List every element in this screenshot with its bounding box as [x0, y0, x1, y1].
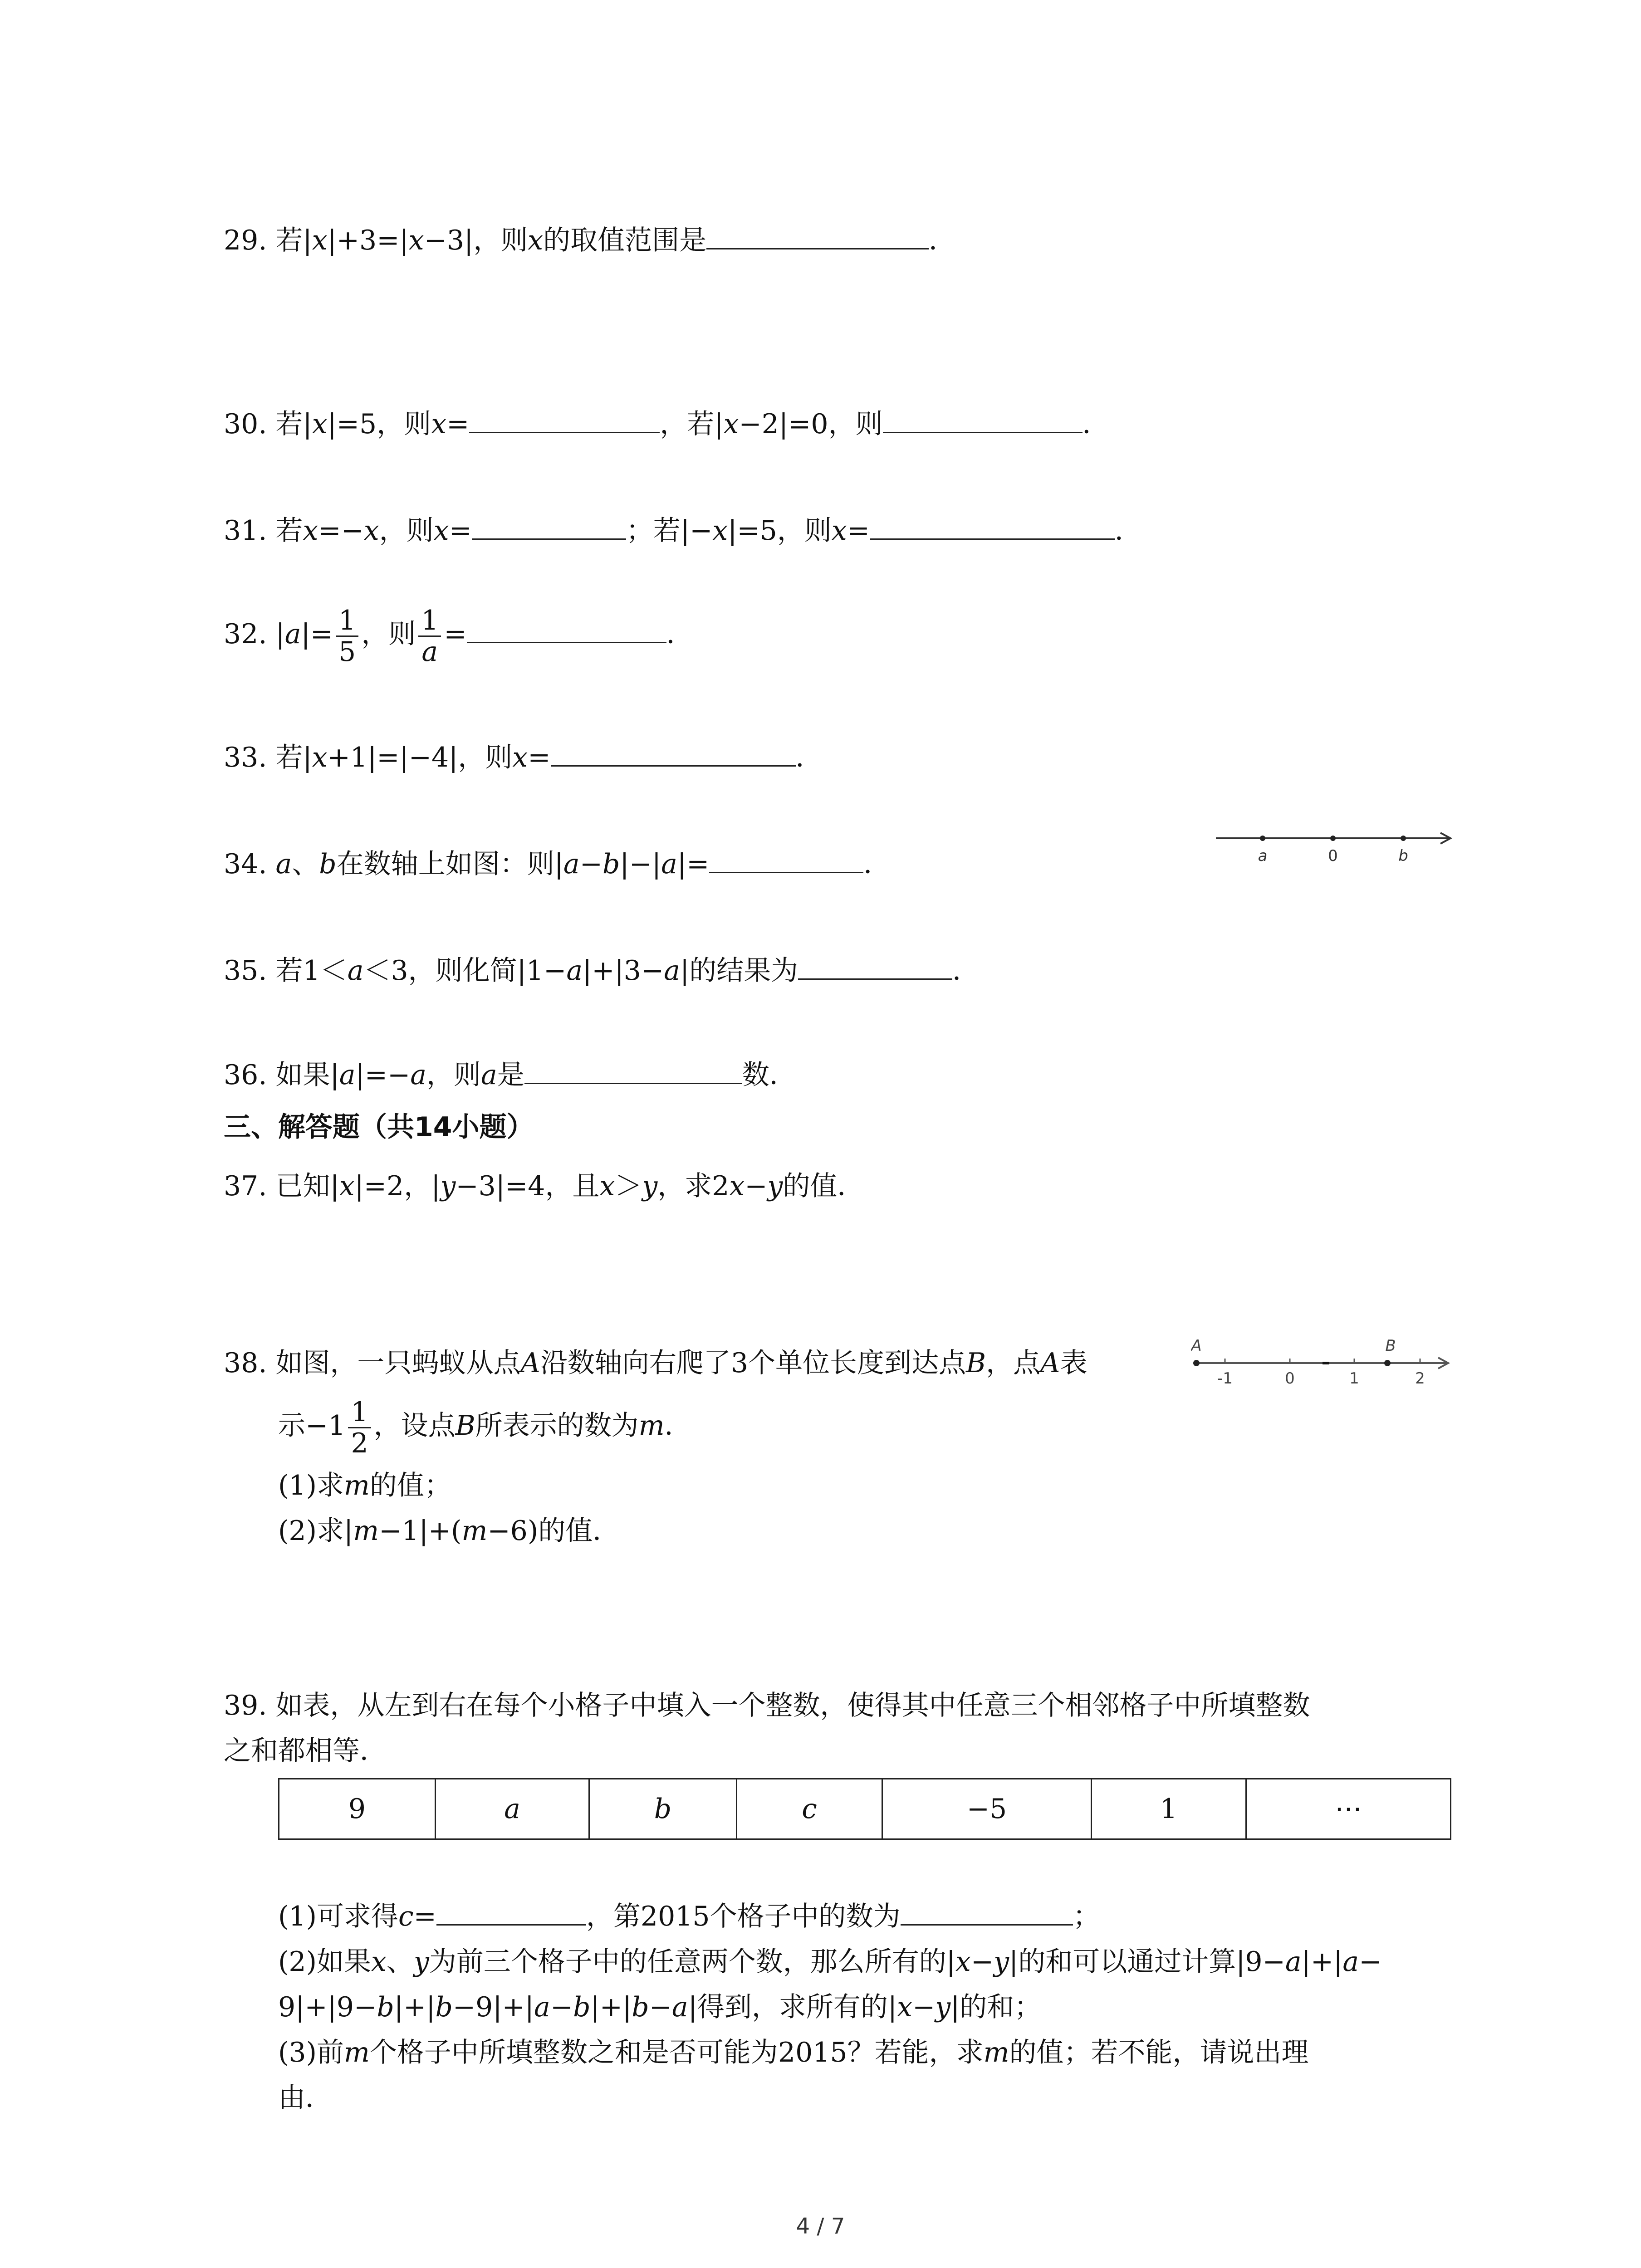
- question-39-line1: 39. 如表，从左到右在每个小格子中填入一个整数，使得其中任意三个相邻格子中所填整数: [224, 1690, 1310, 1721]
- number-grid-table: [278, 1778, 1451, 1840]
- question-39-part3: (3)前m个格子中所填整数之和是否可能为2015？若能，求m的值；若不能，请说出理: [278, 2037, 1309, 2068]
- answer-blank: [870, 513, 1115, 540]
- grid-cell: −5: [882, 1779, 1092, 1839]
- grid-cell: c: [737, 1779, 882, 1839]
- fraction: $\frac{1}{2}$: [348, 1397, 371, 1458]
- question-29: 29. 若|x|+3=|x−3|，则x的取值范围是 ．: [224, 222, 956, 259]
- question-33: 33. 若|x+1|=|−4|，则x= ．: [224, 739, 823, 776]
- answer-blank: [901, 1899, 1073, 1926]
- grid-cell: 9: [279, 1779, 436, 1839]
- question-36: 36. 如果|a|=−a，则a是 数．: [224, 1057, 797, 1093]
- answer-blank: [706, 223, 929, 249]
- question-32: 32. |a|= $\frac{1}{5}$ ，则 $\frac{1}{a}$ = ．: [224, 605, 694, 668]
- page-number: 4 / 7: [796, 2214, 845, 2239]
- section-heading: 三、解答题（共14小题）: [224, 1111, 534, 1143]
- answer-blank: [883, 406, 1083, 433]
- question-38-line2: 示−1 $\frac{1}{2}$ ，设点B所表示的数为m．: [278, 1396, 692, 1459]
- question-35: 35. 若1＜a＜3，则化简|1−a|+|3−a|的结果为 ．: [224, 953, 980, 989]
- answer-blank: [524, 1057, 742, 1084]
- question-39-part2-cont: 9|+|9−b|+|b−9|+|a−b|+|b−a|得到，求所有的|x−y|的和；: [278, 1991, 1042, 2023]
- answer-blank: [709, 846, 863, 873]
- question-30: 30. 若|x|=5，则x= ，若|x−2|=0，则 ．: [224, 406, 1110, 442]
- question-number: 30.: [224, 408, 267, 440]
- number-line-figure-q34: [1216, 821, 1456, 871]
- question-37: 37. 已知|x|=2，|y−3|=4，且x＞y，求2x−y的值．: [224, 1170, 865, 1202]
- axis-label-0: 0: [1328, 847, 1338, 865]
- point-label-A: A: [1191, 1338, 1202, 1355]
- number-line-figure-q38: [1191, 1338, 1454, 1393]
- answer-blank: [469, 406, 660, 433]
- question-number: 38.: [224, 1347, 267, 1379]
- question-number: 39.: [224, 1690, 267, 1721]
- question-number: 33.: [224, 742, 267, 773]
- question-number: 36.: [224, 1059, 267, 1091]
- fraction: $\frac{1}{a}$: [418, 606, 441, 667]
- table-row: [279, 1779, 1451, 1839]
- axis-label-b: b: [1398, 847, 1408, 865]
- axis-label-a: a: [1258, 847, 1268, 865]
- question-34: 34. a、b在数轴上如图：则|a−b|−|a|= ．: [224, 846, 891, 882]
- question-number: 34.: [224, 848, 267, 880]
- grid-cell: a: [436, 1779, 589, 1839]
- question-number: 29.: [224, 225, 267, 256]
- answer-blank: [467, 616, 666, 643]
- question-39-part1: (1)可求得c= ，第2015个格子中的数为 ；: [278, 1898, 1100, 1935]
- tick-label: 1: [1349, 1369, 1359, 1388]
- answer-blank: [798, 953, 952, 980]
- question-38-line1: 38. 如图，一只蚂蚁从点A沿数轴向右爬了3个单位长度到达点B，点A表: [224, 1347, 1087, 1379]
- answer-blank: [436, 1899, 586, 1926]
- grid-cell: b: [589, 1779, 737, 1839]
- question-39-part3-cont: 由．: [278, 2082, 333, 2114]
- question-number: 31.: [224, 515, 267, 547]
- question-number: 35.: [224, 955, 267, 987]
- answer-blank: [472, 513, 626, 540]
- question-39-line2: 之和都相等．: [224, 1735, 387, 1767]
- question-39-part2: (2)如果x、y为前三个格子中的任意两个数，那么所有的|x−y|的和可以通过计算|9−a|+|a−: [278, 1946, 1382, 1978]
- question-31: 31. 若x=−x，则x= ；若|−x|=5，则x= ．: [224, 513, 1142, 549]
- question-number: 32.: [224, 618, 267, 650]
- grid-cell: 1: [1092, 1779, 1246, 1839]
- question-38-part1: (1)求m的值；: [278, 1470, 451, 1501]
- tick-label: -1: [1217, 1369, 1233, 1388]
- grid-cell: ⋯: [1246, 1779, 1451, 1839]
- question-number: 37.: [224, 1170, 267, 1202]
- question-38-part2: (2)求|m−1|+(m−6)的值．: [278, 1515, 620, 1547]
- tick-label: 2: [1415, 1369, 1425, 1388]
- answer-blank: [551, 740, 796, 767]
- tick-label: 0: [1285, 1369, 1295, 1388]
- point-label-B: B: [1385, 1338, 1396, 1355]
- fraction: $\frac{1}{5}$: [336, 606, 358, 667]
